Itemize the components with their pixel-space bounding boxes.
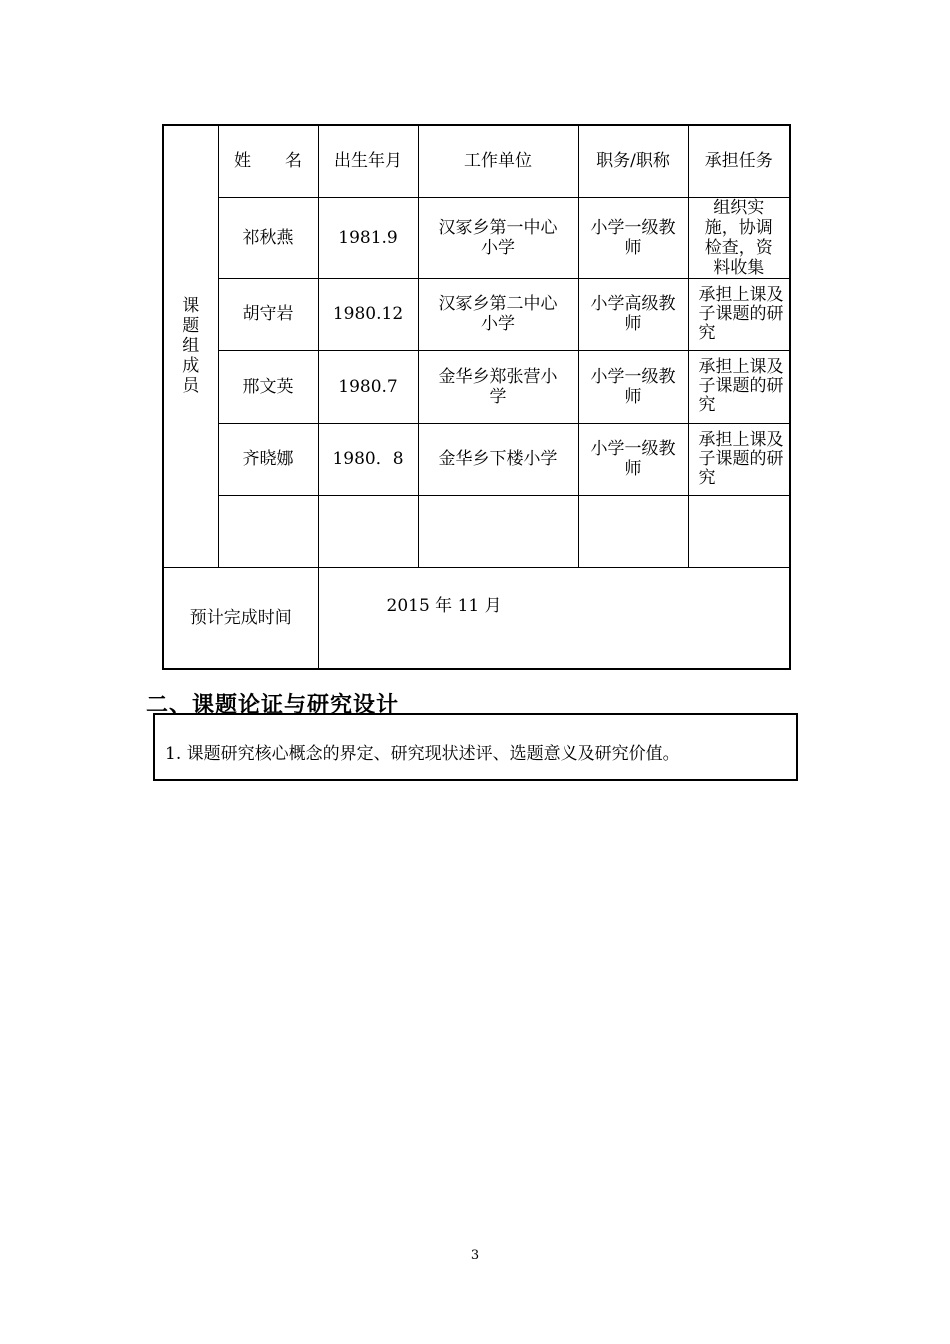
header-title: 职务/职称 [578, 125, 688, 197]
table-row [163, 350, 790, 423]
group-label: 课 题 组 成 员 [163, 125, 218, 567]
completion-value: 2015 年 11 月 [318, 567, 790, 669]
member-birth: 1980．8 [318, 423, 418, 495]
member-name: 祁秋燕 [218, 197, 318, 278]
page-number: 3 [470, 1248, 480, 1263]
table-row [163, 278, 790, 350]
member-unit: 金华乡郑张营小学 [418, 350, 578, 423]
completion-row [163, 567, 790, 669]
member-title: 小学一级教师 [578, 350, 688, 423]
member-unit: 汉冢乡第一中心小学 [418, 197, 578, 278]
member-task: 承担上课及子课题的研究 [688, 423, 790, 495]
section-title: 二、课题论证与研究设计 [146, 693, 400, 718]
member-title: 小学一级教师 [578, 197, 688, 278]
member-name: 胡守岩 [218, 278, 318, 350]
member-title: 小学高级教师 [578, 278, 688, 350]
header-task: 承担任务 [688, 125, 790, 197]
research-group-table [162, 124, 791, 670]
header-birth: 出生年月 [318, 125, 418, 197]
member-title: 小学一级教师 [578, 423, 688, 495]
member-unit: 汉冢乡第二中心小学 [418, 278, 578, 350]
member-birth: 1981.9 [318, 197, 418, 278]
member-task: 组织实施，协调检查，资料收集 [688, 197, 790, 278]
section-box [153, 713, 798, 781]
table-row-empty [163, 495, 790, 567]
header-unit: 工作单位 [418, 125, 578, 197]
table-row [163, 423, 790, 495]
member-task: 承担上课及子课题的研究 [688, 350, 790, 423]
header-name: 姓 名 [218, 125, 318, 197]
member-birth: 1980.7 [318, 350, 418, 423]
table-row [163, 197, 790, 278]
table-header-row [163, 125, 790, 197]
member-name: 齐晓娜 [218, 423, 318, 495]
section-item-1: 1. 课题研究核心概念的界定、研究现状述评、选题意义及研究价值。 [165, 744, 680, 764]
member-task: 承担上课及子课题的研究 [688, 278, 790, 350]
member-unit: 金华乡下楼小学 [418, 423, 578, 495]
member-name: 邢文英 [218, 350, 318, 423]
completion-label: 预计完成时间 [163, 567, 318, 669]
member-birth: 1980.12 [318, 278, 418, 350]
